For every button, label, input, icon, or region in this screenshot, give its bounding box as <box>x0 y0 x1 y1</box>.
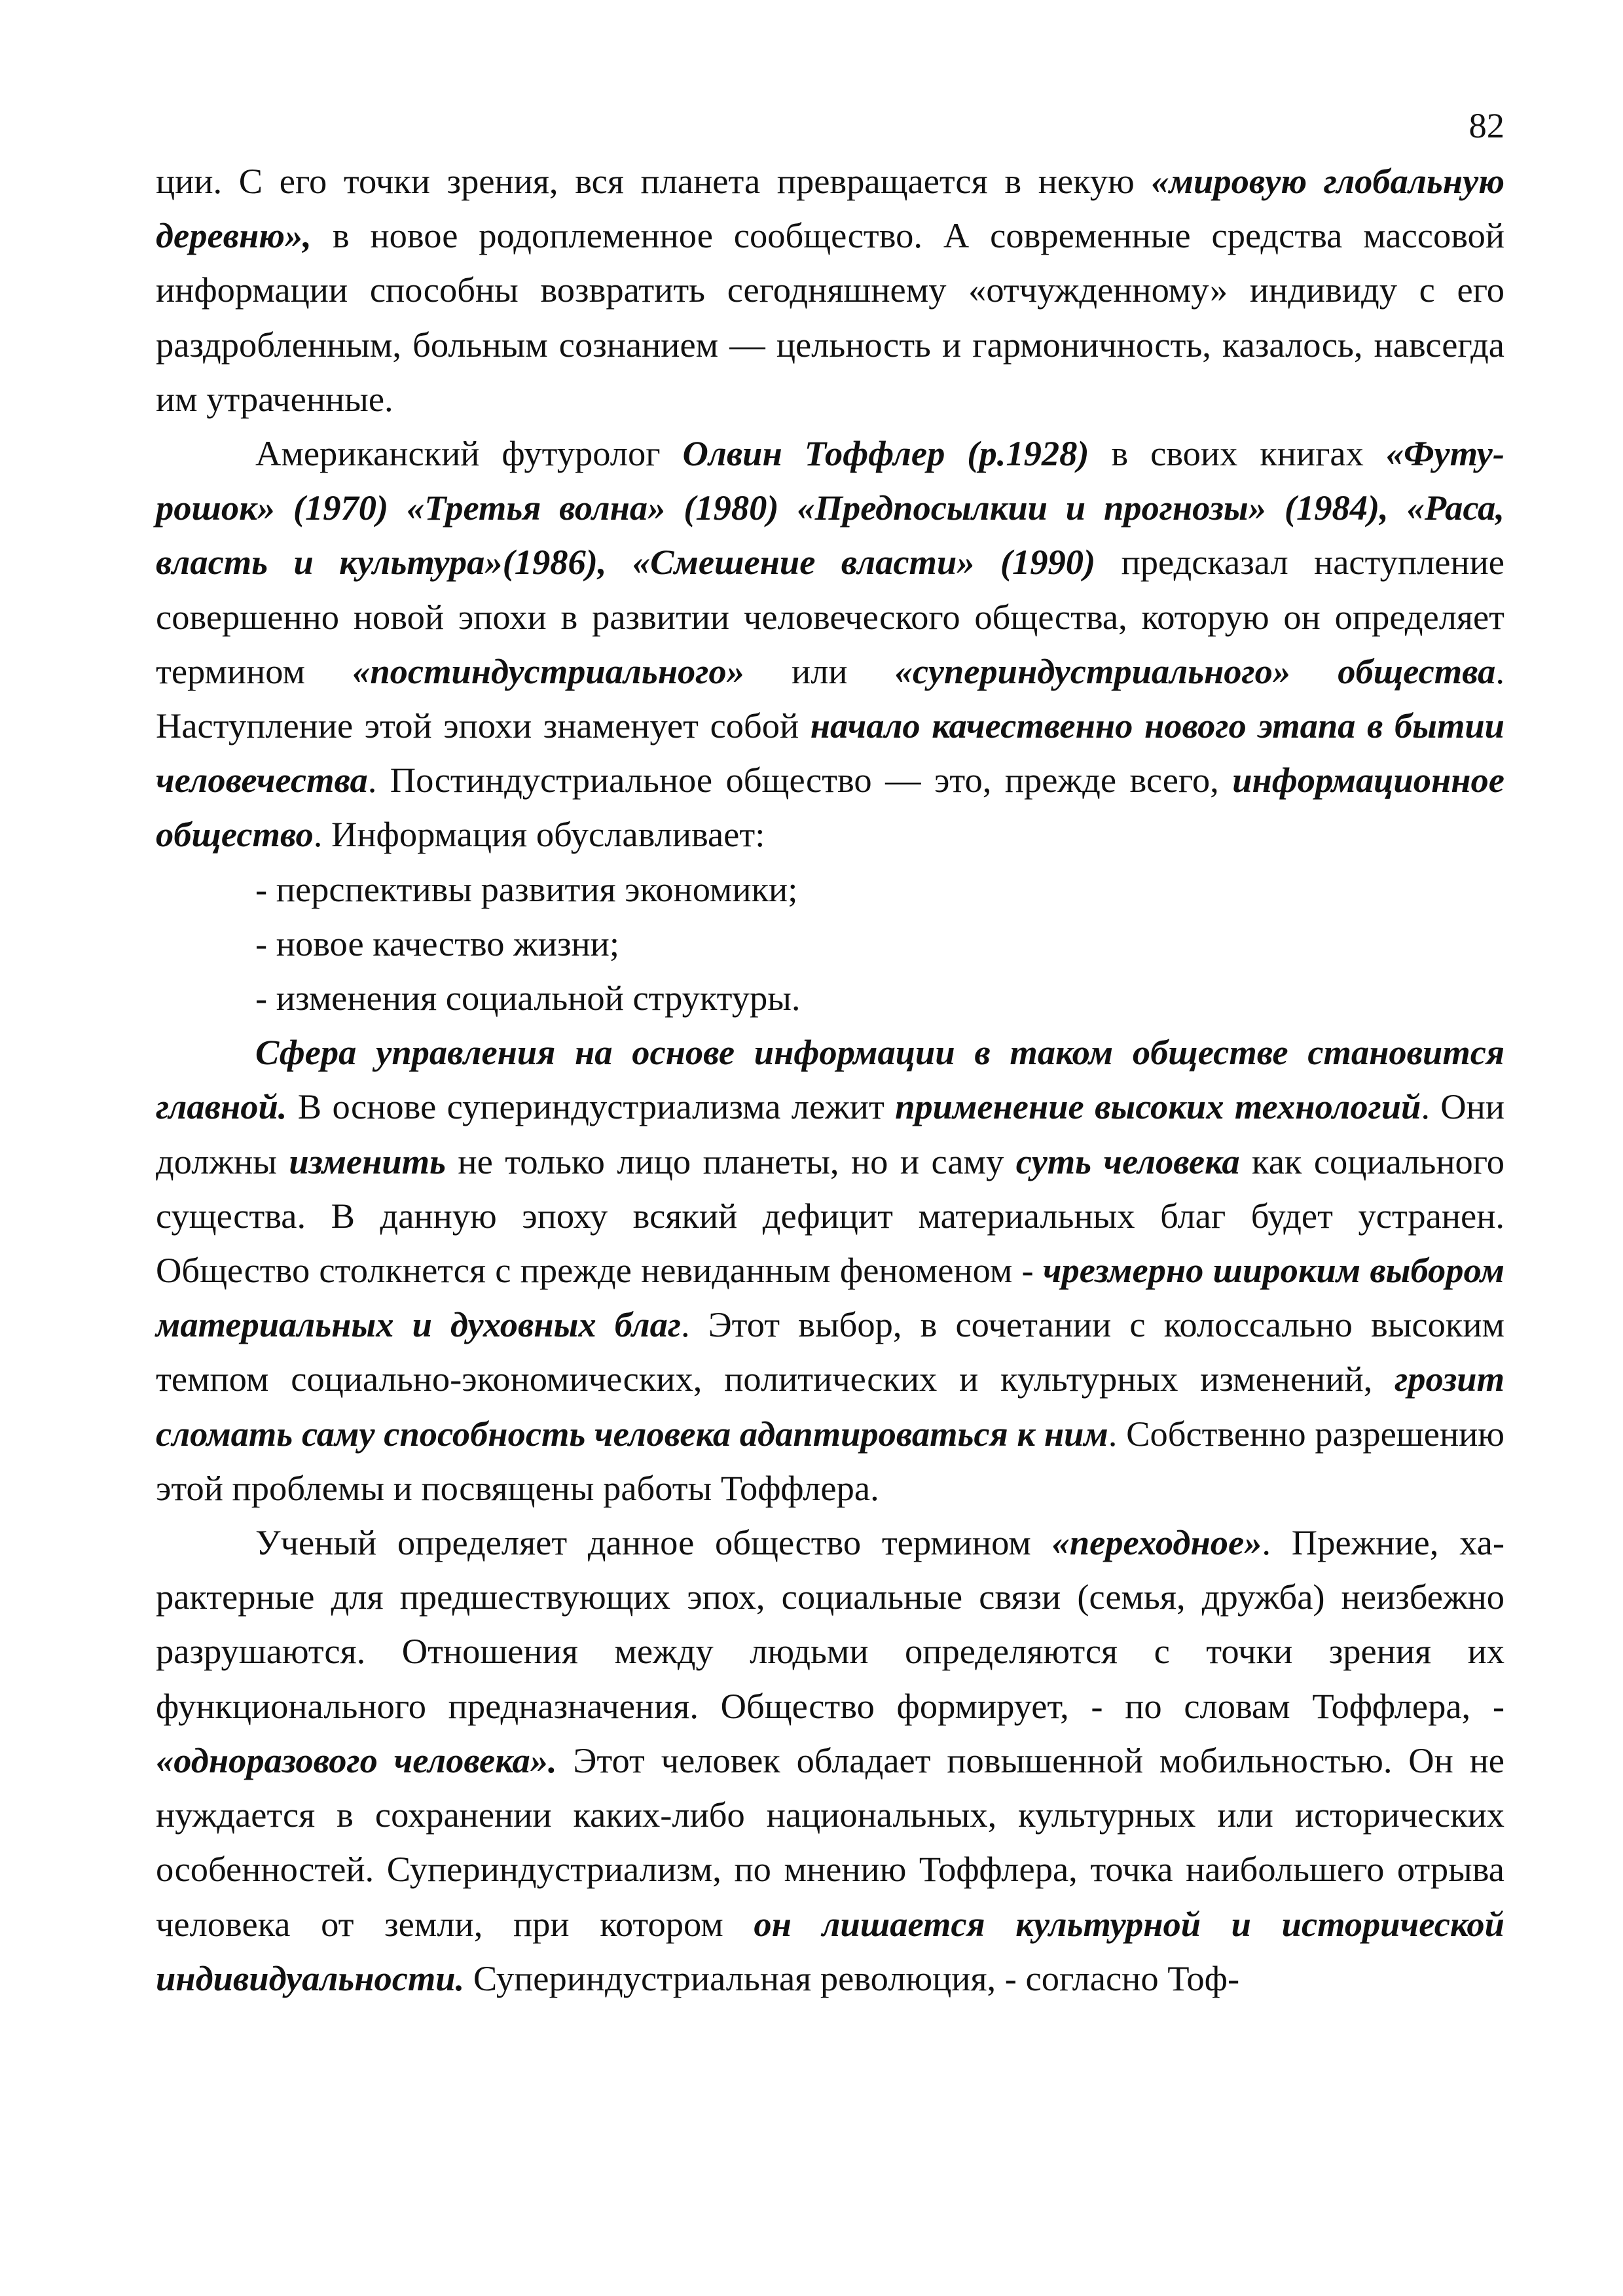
body-text: . Прежние, характерные для предшествующих эпох, социальные связи (семья, дружба) неизбежно разрушаются. Отношения между людьми определяются с точки зрения их функционального предназначения. Общество формирует, - по словам Тоффлера, - <box>156 1522 1504 1726</box>
emphasis-text: «Футурошок» (1970) «Третья волна» (1980) «Предпосылкии и прогнозы» (1984), «Раса, власть и культура»(1986), «Смешение власти» (1990) <box>156 433 1504 583</box>
emphasis-text: применение высоких технологий <box>895 1086 1421 1127</box>
emphasis-text: Олвин Тоффлер (р.1928) <box>682 433 1089 474</box>
emphasis-text: изменить <box>289 1141 446 1181</box>
paragraph-toffler-intro <box>156 426 1504 862</box>
emphasis-text: чрезмерно широким выбором материальных и духовных благ <box>156 1250 1504 1345</box>
body-text: . Собственно разрешению этой проблемы и посвящены работы Тоффлера. <box>156 1413 1504 1508</box>
paragraph-transitional-society <box>156 1515 1504 2005</box>
body-text: не только лицо планеты, но и саму <box>445 1141 1016 1181</box>
emphasis-text: «мировую глобальную деревню», <box>156 161 1504 256</box>
body-text: как социального существа. В данную эпоху всякий дефицит материальных благ будет устранен. Общество столкнется с прежде невиданным феноменом - <box>156 1141 1504 1291</box>
emphasis-text: он лишается культурной и исторической индивидуальности. <box>156 1903 1504 1998</box>
emphasis-text: «одноразового человека». <box>156 1740 557 1780</box>
body-text: или <box>744 651 895 691</box>
body-text: Ученый определяет данное общество термином <box>255 1522 1052 1563</box>
emphasis-text: «переходное» <box>1051 1522 1262 1563</box>
body-text: ции. С его точки зрения, вся планета превращается в некую <box>156 161 1152 201</box>
document-page <box>156 98 1504 2005</box>
list-item-economy: - перспективы развития экономики; <box>255 869 798 909</box>
list-item-social-structure: - изменения социальной структуры. <box>255 978 801 1018</box>
body-text: . Наступление этой эпохи знаменует собой <box>156 651 1504 746</box>
body-text: в новое родоплеменное сообщество. А современные средства массовой информации способны возвратить сегодняшнему «отчужденному» индивиду с его раздробленным, больным сознанием — цельность и гармоничность, казалось, навсегда им утраченные. <box>156 215 1504 419</box>
page-number: 82 <box>1468 105 1504 145</box>
body-text: . Постиндустриальное общество — это, прежде всего, <box>367 760 1233 800</box>
body-text: предсказал наступление совершенно новой эпохи в развитии человеческого общества, которую он определяет термином <box>156 542 1504 691</box>
emphasis-text: грозит сломать саму способность человека адаптироваться к ним <box>156 1359 1504 1454</box>
body-text: . Этот выбор, в сочетании с колоссально высоким темпом социально-экономических, политических и культурных изменений, <box>156 1304 1504 1399</box>
paragraph-mass-media <box>156 154 1504 426</box>
body-text: Американский футуролог <box>255 433 683 474</box>
body-text: в своих книгах <box>1089 433 1386 474</box>
emphasis-text: суть человека <box>1015 1141 1240 1181</box>
emphasis-text: информационное общество <box>156 760 1504 855</box>
emphasis-text: «супериндустриального» общества <box>894 651 1496 691</box>
body-text: Супериндустриальная революция, - согласно Тоф- <box>464 1958 1240 1998</box>
emphasis-text: Сфера управления на основе информации в таком обществе становится главной. <box>156 1032 1504 1127</box>
body-text: . Они должны <box>156 1086 1504 1181</box>
list-item-quality-of-life: - новое качество жизни; <box>255 923 619 963</box>
body-text: . Информация обуславливает: <box>313 814 765 855</box>
emphasis-text: начало качественно нового этапа в бытии человечества <box>156 706 1504 800</box>
body-text: Этот человек обладает повышенной мобильностью. Он не нуждается в сохранении каких-либо национальных, культурных или исторических особенностей. Супериндустриализм, по мнению Тоффлера, точка наибольшего отрыва человека от земли, при котором <box>156 1740 1504 1944</box>
paragraph-superindustrialism <box>156 1025 1504 1515</box>
information-effects-list <box>156 862 1504 1026</box>
emphasis-text: «постиндустриального» <box>352 651 744 691</box>
body-text: В основе супериндустриализма лежит <box>287 1086 896 1127</box>
